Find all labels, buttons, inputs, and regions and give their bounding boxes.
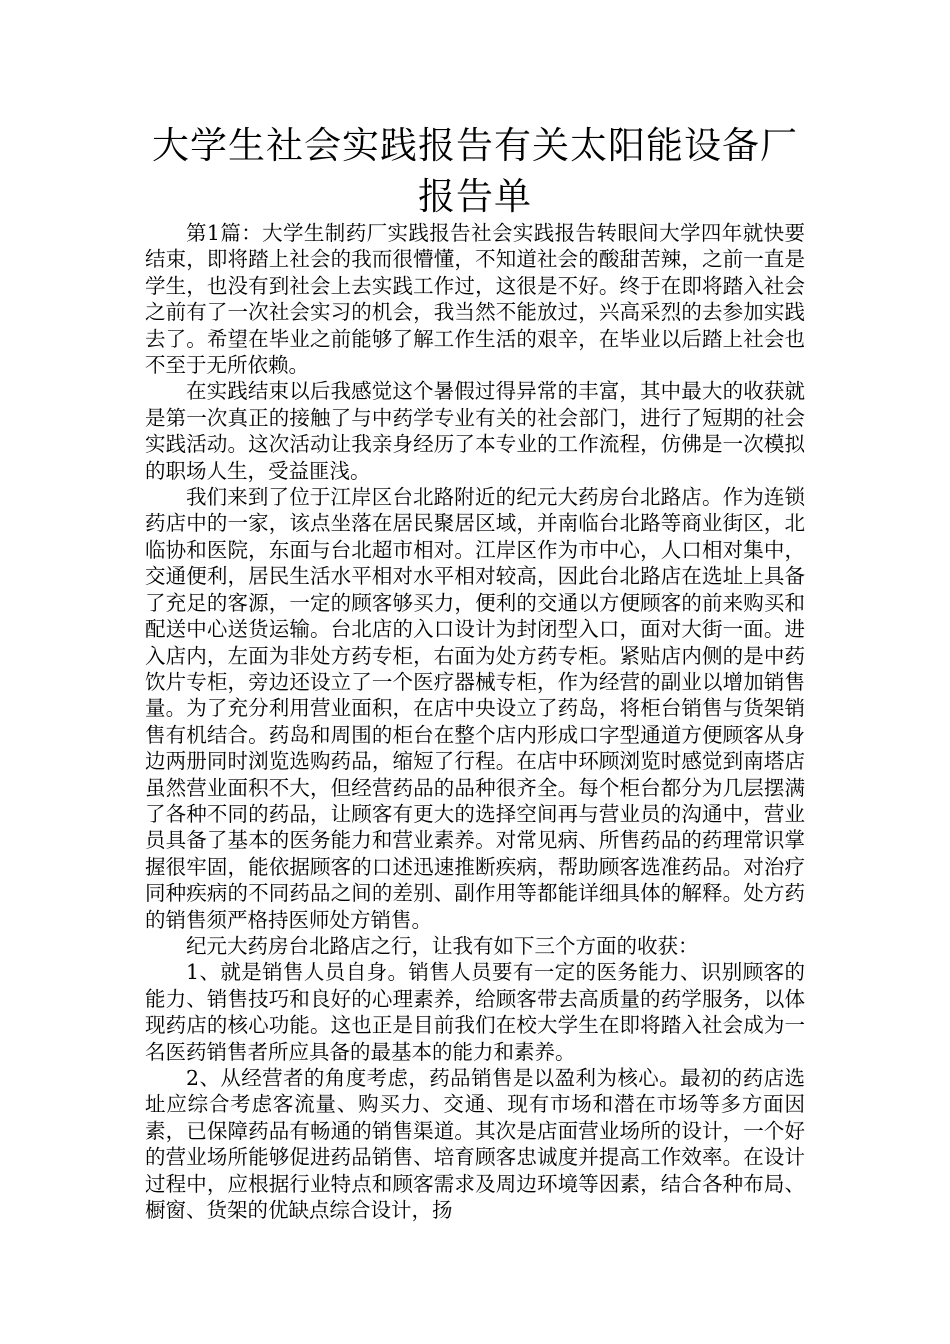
document-title: 大学生社会实践报告有关太阳能设备厂报告单 <box>152 124 798 218</box>
paragraph-summary: 在实践结束以后我感觉这个暑假过得异常的丰富，其中最大的收获就是第一次真正的接触了与中药学专业有关的社会部门，进行了短期的社会实践活动。这次活动让我亲身经历了本专业的工作流程，仿佛是一次模拟的职场人生，受益匪浅。 <box>145 379 805 483</box>
paragraph-intro: 第1篇：大学生制药厂实践报告社会实践报告转眼间大学四年就快要结束，即将踏上社会的我而很懵懂，不知道社会的酸甜苦辣，之前一直是学生，也没有到社会上去实践工作过，这很是不好。终于在即将踏入社会之前有了一次社会实习的机会，我当然不能放过，兴高采烈的去参加实践去了。希望在毕业之前能够了解工作生活的艰辛，在毕业以后踏上社会也不至于无所依赖。 <box>145 221 805 378</box>
document-body <box>145 220 805 1223</box>
paragraph-store-description: 我们来到了位于江岸区台北路附近的纪元大药房台北路店。作为连锁药店中的一家，该点坐落在居民聚居区域，并南临台北路等商业街区，北临协和医院，东面与台北超市相对。江岸区作为市中心，人口相对集中，交通便利，居民生活水平相对水平相对较高，因此台北路店在选址上具备了充足的客源，一定的顾客够买力，便利的交通以方便顾客的前来购买和配送中心送货运输。台北店的入口设计为封闭型入口，面对大街一面。进入店内，左面为非处方药专柜，右面为处方药专柜。紧贴店内侧的是中药饮片专柜，旁边还设立了一个医疗器械专柜，作为经营的副业以增加销售量。为了充分利用营业面积，在店中央设立了药岛，将柜台销售与货架销售有机结合。药岛和周围的柜台在整个店内形成口字型通道方便顾客从身边两册同时浏览选购药品，缩短了行程。在店中环顾浏览时感觉到南塔店虽然营业面积不大，但经营药品的品种很齐全。每个柜台都分为几层摆满了各种不同的药品，让顾客有更大的选择空间再与营业员的沟通中，营业员具备了基本的医务能力和营业素养。对常见病、所售药品的药理常识掌握很牢固，能依据顾客的口述迅速推断疾病，帮助顾客选准药品。对治疗同种疾病的不同药品之间的差别、副作用等都能详细具体的解释。处方药的销售须严格持医师处方销售。 <box>145 485 805 932</box>
paragraph-gain-1: 1、就是销售人员自身。销售人员要有一定的医务能力、识别顾客的能力、销售技巧和良好的心理素养，给顾客带去高质量的药学服务，以体现药店的核心功能。这也正是目前我们在校大学生在即将踏入社会成为一名医药销售者所应具备的最基本的能力和素养。 <box>145 960 805 1064</box>
paragraph-gains-intro: 纪元大药房台北路店之行，让我有如下三个方面的收获： <box>186 933 699 958</box>
paragraph-gain-2: 2、从经营者的角度考虑，药品销售是以盈利为核心。最初的药店选址应综合考虑客流量、购买力、交通、现有市场和潜在市场等多方面因素，已保障药品有畅通的销售渠道。其次是店面营业场所的设计，一个好的营业场所能够促进药品销售、培育顾客忠诚度并提高工作效率。在设计过程中，应根据行业特点和顾客需求及周边环境等因素，结合各种布局、橱窗、货架的优缺点综合设计，扬 <box>145 1066 805 1223</box>
